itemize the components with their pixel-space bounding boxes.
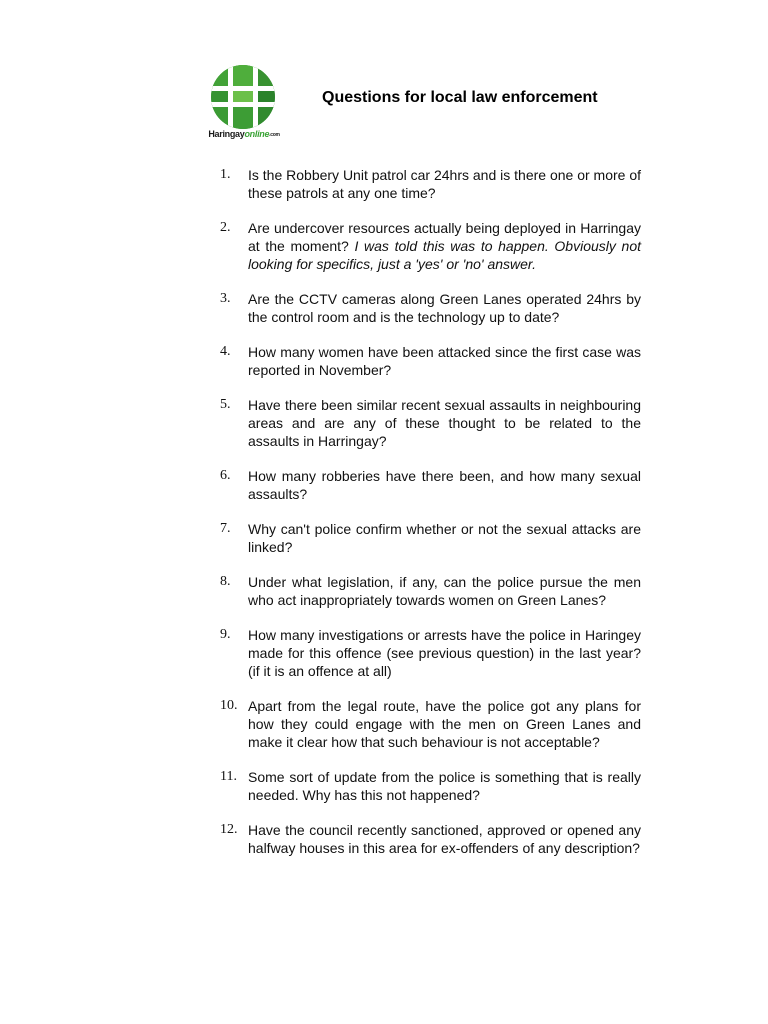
logo-brand-main: Haringay [208, 129, 245, 139]
logo-wordmark [199, 129, 289, 139]
question-item [220, 520, 641, 556]
question-item [220, 573, 641, 609]
question-number: 11. [220, 769, 237, 784]
question-number: 8. [220, 574, 231, 589]
question-text: Have the council recently sanctioned, approved or opened any halfway houses in this area for ex-offenders of any description? [248, 822, 641, 856]
question-item [220, 768, 641, 804]
question-text: How many robberies have there been, and how many sexual assaults? [248, 468, 641, 502]
question-text: How many women have been attacked since the first case was reported in November? [248, 344, 641, 378]
question-text: Some sort of update from the police is something that is really needed. Why has this not happened? [248, 769, 641, 803]
question-number: 1. [220, 167, 231, 182]
question-number: 9. [220, 627, 231, 642]
question-item [220, 290, 641, 326]
question-text: Why can't police confirm whether or not the sexual attacks are linked? [248, 521, 641, 555]
haringay-online-logo [199, 64, 289, 144]
question-number: 7. [220, 521, 231, 536]
question-text: Are the CCTV cameras along Green Lanes operated 24hrs by the control room and is the technology up to date? [248, 291, 641, 325]
question-text: Is the Robbery Unit patrol car 24hrs and is there one or more of these patrols at any one time? [248, 167, 641, 201]
question-text: Apart from the legal route, have the police got any plans for how they could engage with the men on Green Lanes and make it clear how that such behaviour is not acceptable? [248, 698, 641, 750]
question-text: How many investigations or arrests have the police in Haringey made for this offence (see previous question) in the last year? (if it is an offence at all) [248, 627, 641, 679]
question-number: 2. [220, 220, 231, 235]
question-text: Under what legislation, if any, can the police pursue the men who act inappropriately towards women on Green Lanes? [248, 574, 641, 608]
question-number: 4. [220, 344, 231, 359]
logo-emblem-icon [210, 64, 276, 130]
logo-brand-tld: .com [269, 132, 280, 138]
question-item [220, 626, 641, 680]
question-note: I was told this was to happen. Obviously not looking for specifics, just a 'yes' or 'no' answer. [248, 238, 642, 272]
question-item [220, 219, 641, 273]
question-number: 3. [220, 291, 231, 306]
logo-brand-online: online [244, 129, 270, 139]
question-item [220, 343, 641, 379]
question-item [220, 697, 641, 751]
question-number: 12. [220, 822, 238, 837]
question-item [220, 821, 641, 857]
question-text: Are undercover resources actually being deployed in Harringay at the moment? [248, 220, 641, 254]
question-item [220, 166, 641, 202]
question-item [220, 396, 641, 450]
document-title: Questions for local law enforcement [322, 89, 598, 106]
question-text: Have there been similar recent sexual assaults in neighbouring areas and are any of these thought to be related to the assaults in Harringay? [248, 397, 641, 449]
question-number: 5. [220, 397, 231, 412]
question-number: 6. [220, 468, 231, 483]
question-item [220, 467, 641, 503]
questions-list [220, 166, 641, 874]
question-number: 10. [220, 698, 238, 713]
